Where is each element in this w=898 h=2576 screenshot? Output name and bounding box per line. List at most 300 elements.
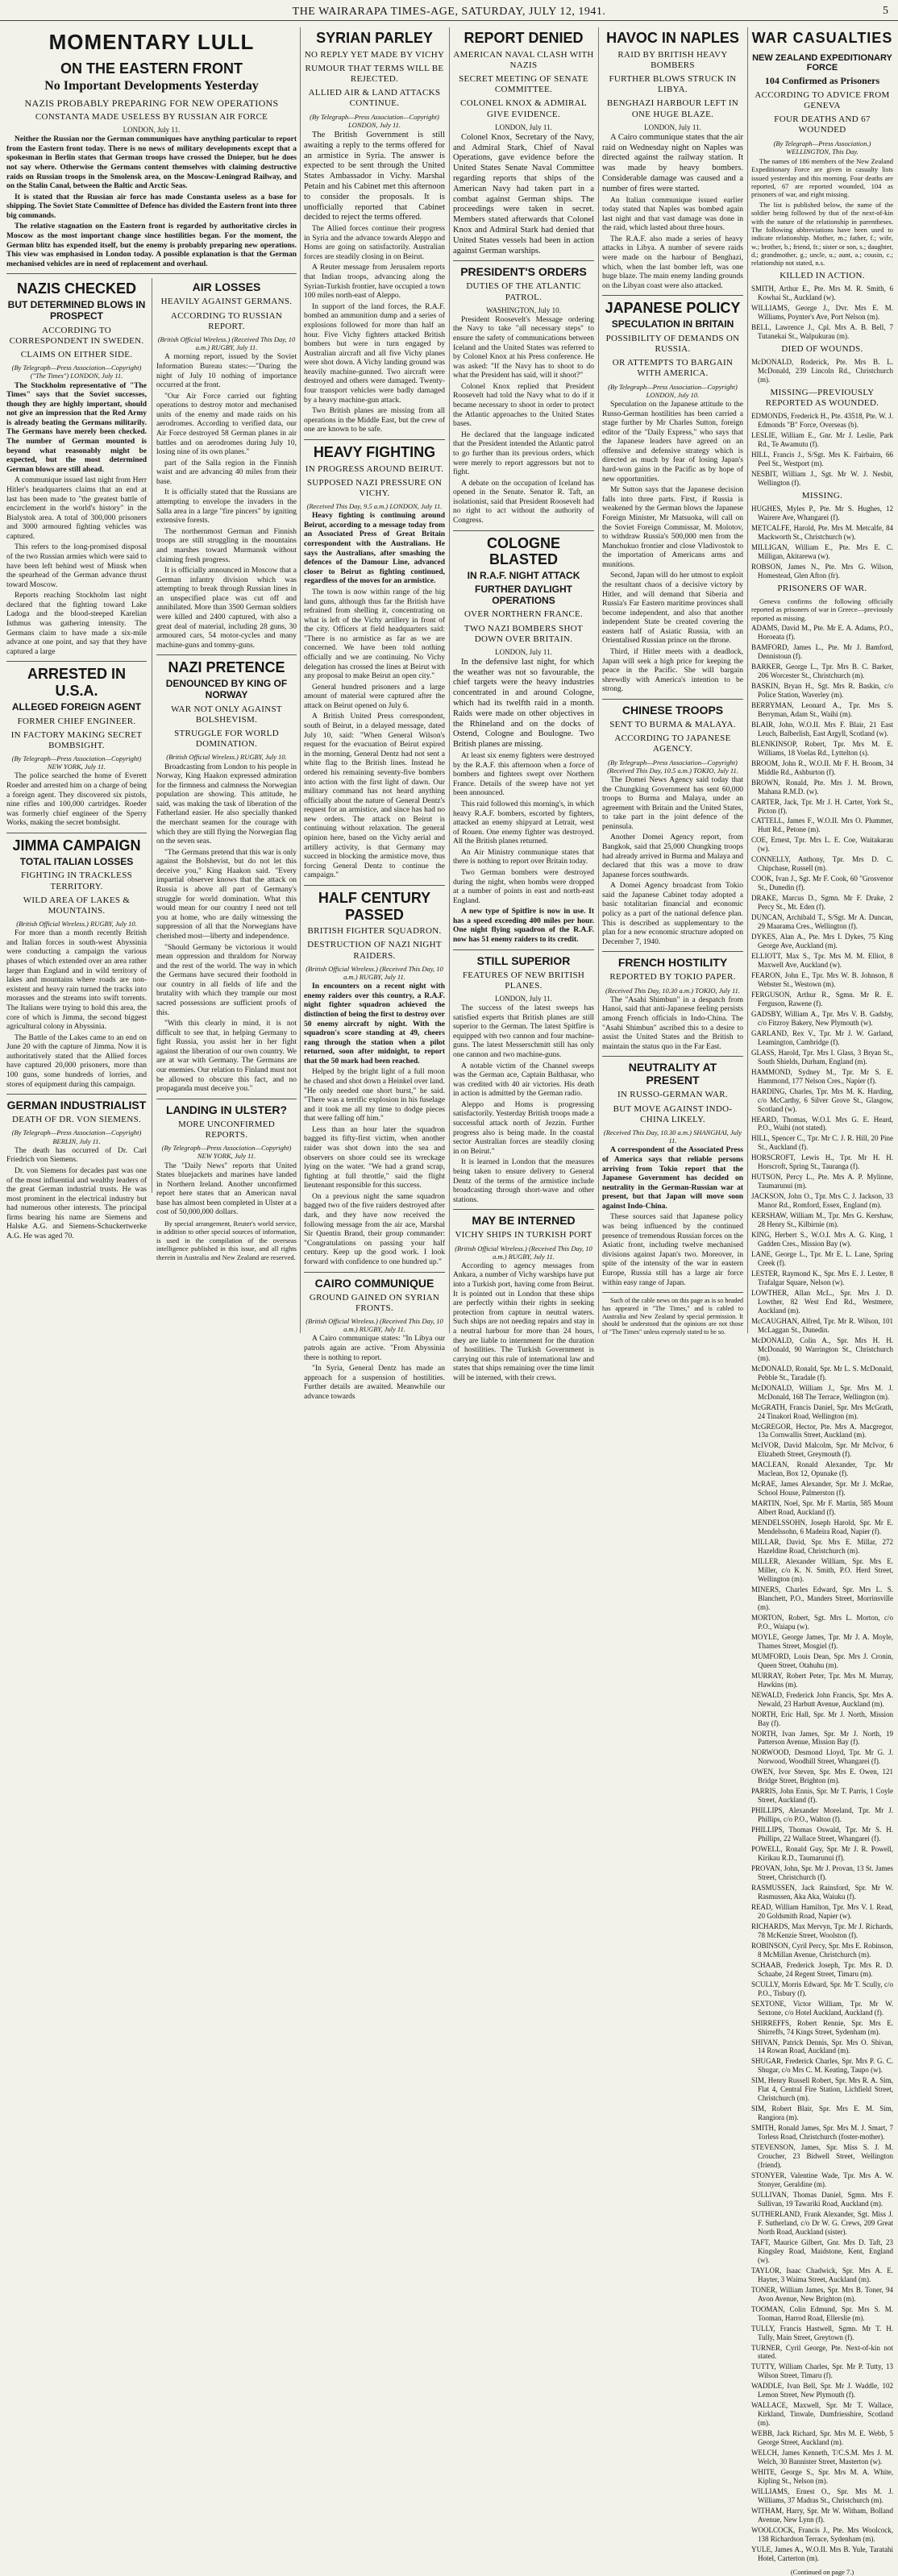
headline-nazi-pretence: NAZI PRETENCE <box>168 659 285 676</box>
casualty-entry: SULLIVAN, Thomas Daniel, Sgmn. Mrs F. Sullivan, 19 Tawariki Road, Auckland (m). <box>751 2191 893 2208</box>
article-paragraph: This raid followed this morning's, in which heavy R.A.F. bombers, escorted by fighters, attacked an enemy shipyard at Letrait, west of Rouen. One enemy fighter was destroyed. All the British planes returned. <box>453 800 594 846</box>
article-paragraph: A Cairo communique states that the air raid on Wednesday night on Naples was directed against the railway station. It was made by heavy bombers. Considerable damage was caused and a number of fires were started. <box>602 132 743 193</box>
subhead: SPECULATION IN BRITAIN <box>611 318 734 330</box>
headline-war-casualties: WAR CASUALTIES <box>751 30 893 46</box>
casualty-entry: NORTH, Ivan James, Spr. Mr J. North, 19 Patterson Avenue, Mission Bay (f). <box>751 1729 893 1747</box>
subhead: IN FACTORY MAKING SECRET BOMBSIGHT. <box>10 729 143 750</box>
subhead: COLONEL KNOX & ADMIRAL GIVE EVIDENCE. <box>460 98 587 119</box>
casualty-entry: HILL, Spencer C., Tpr. Mr C. J. R. Hill, 20 Pine St., Auckland (f). <box>751 1134 893 1152</box>
casualty-entry: TULLY, Francis Hastwell, Sgmn. Mr T. H. Tully, Main Street, Greytown (f). <box>751 2324 893 2341</box>
killed-list <box>751 285 893 341</box>
casualty-entry: WADDLE, Ivan Bell, Spr. Mr J. Waddle, 102 Lemon Street, New Plymouth (f). <box>751 2382 893 2399</box>
casualty-entry: MUMFORD, Louis Dean, Spr. Mrs J. Cronin, Queen Street, Otahuhu (m). <box>751 1652 893 1669</box>
pow-list-continued <box>751 1460 893 2562</box>
column-1 <box>6 27 297 1337</box>
headline-momentary-lull: MOMENTARY LULL <box>48 30 255 54</box>
article-paragraph: For more than a month recently British and Italian forces in south-west Abyssinia were conducting a campaign the various phases of which extended over an area rather larger than England and in wild territory of lakes and mountains where roads are non-existent and heavy rain turned the tracks into morasses and the streams into swift torrents. The Italians were trying to hold this area, the core of which is Jimma, the second biggest agricultural colony in Abyssinia. <box>6 929 147 1032</box>
subhead: HEAVILY AGAINST GERMANS. <box>160 297 293 307</box>
casualty-entry: MOYLE, George James, Tpr. Mr J. A. Moyle, Thames Street, Mosgiel (f). <box>751 1632 893 1650</box>
article-paragraph: According to agency messages from Ankara, a number of Vichy warships have put into a Turkish port, having come from Beirut. It is pointed out in London that these ships are perfectly within their rights in seeking protection from capture in neutral waters. Such ships are not needing repairs and stay in a neutral harbour for more than 24 hours, they are liable to internment for the duration of hostilities. The Turkish Government is carrying out this rule of international law and states that ships remaining over the time limit will be interned, with their crews. <box>453 1261 594 1382</box>
wire-credit: (By Telegraph—Press Association.) WELLINGTON, This Day. <box>773 139 871 156</box>
section-missing: MISSING. <box>801 490 843 501</box>
casualty-entry: DUNCAN, Archibald T., S/Sgt. Mr A. Duncan, 29 Maarama Cres., Wellington (f). <box>751 913 893 931</box>
missing-list <box>751 505 893 580</box>
article-paragraph: Second, Japan will do her utmost to exploit the resultant chaos of a decisive victory by Hitler, and will demand that Siberia and Russia's Far Eastern maritime provinces shall become independent, and also that another independent State be created covering the eastern half of Asiatic Russia, with an Orientalised Russian prince on the throne. <box>602 571 743 646</box>
casualty-entry: McGRATH, Francis Daniel, Spr. Mrs McGrath, 24 Tinakori Road, Wellington (m). <box>751 1402 893 1420</box>
dateline: LONDON, July 11. <box>495 123 552 131</box>
subhead: ACCORDING TO CORRESPONDENT IN SWEDEN. <box>9 325 144 346</box>
article-paragraph: "With this clearly in mind, it is not difficult to see that, in helping Germany to fight Russia, you assist her in her fight against the liberation of our own country. We are at war with Germany. The Germans are our enemies. Our relation to Finland must not be allowed to obscure this fact, and no propaganda must deceive you." <box>156 1020 297 1094</box>
wire-credit: (British Official Wireless.) (Received This Day, 10 a.m.) RUGBY, July 11. <box>455 1244 592 1261</box>
divider <box>6 1094 147 1095</box>
wire-credit: (By Telegraph—Press Association—Copyright) LONDON, July 10. <box>608 382 738 399</box>
article-paragraph: The Domei News Agency said today that the Chungking Government has sent 60,000 troops to Burma and Malaya, under an agreement with Britain and the United States, to take part in the joint defence of the peninsula. <box>602 775 743 831</box>
subhead: MORE UNCONFIRMED REPORTS. <box>177 1119 275 1141</box>
article-paragraph: A communique issued last night from Herr Hitler's headquarters claims that an end at last has been made to "the greatest battle of encirclement in the world's history" in the Bialystok area. A total of 300,000 prisoners and 3000 armoured fighting vehicles was captured. <box>6 476 147 541</box>
casualty-entry: LOWTHER, Allan McL., Spr. Mrs J. D. Lowther, 82 West End Rd., Westmere, Auckland (m). <box>751 1288 893 1315</box>
wire-credit: (Received This Day, 10.30 a.m.) TOKIO, July 11. <box>605 986 741 995</box>
subhead-constanta: CONSTANTA MADE USELESS BY RUSSIAN AIR FORCE <box>35 112 268 123</box>
article-paragraph: The list is published below, the name of the soldier being followed by that of the next-of-kin with the nature of the relationship in parentheses. The following abbreviations have been used to indicate relationship. Mother, m.; father, f.; wife, w.; brother, b.; friend, fr.; sister or son, s.; daughter, d.; grandmother, g.; uncle, u.; aunt, a.; cousin, c.; relationship not stated, n.s. <box>751 200 893 268</box>
casualty-entry: BAMFORD, James L., Pte. Mr J. Bamford, Dennistoun (f). <box>751 643 893 660</box>
times-notice: Such of the cable news on this page as is so headed has appeared in "The Times," and is cabled to Australia and New Zealand by special permission. It should be understood that the opinions are not those of "The Times" unless expressly stated to be so. <box>602 1297 743 1336</box>
continued-note: (Continued on page 7.) <box>790 2567 854 2576</box>
article-paragraph: Less than an hour later the squadron bagged its fifty-first victim, when another raider was shot down into the sea and observers on shore could see its wreckage lying on the water. "We had a grand scrap, fighting at full throttle," said the flight lieutenant responsible for this success. <box>304 1125 445 1190</box>
article-paragraph: The relative stagnation on the Eastern front is regarded by authoritative circles in Moscow as the most important change since hostilities began. For the moment, the German blitz has expended itself, but the enemy is probably preparing new operations. This view was emphasised in London today. A possible explanation is that the German mechanised vehicles are in need of replacement and overhaul. <box>6 222 297 268</box>
page-number: 5 <box>883 5 888 17</box>
casualty-entry: McDONALD, William J., Spr. Mrs M. J. McDonald, 168 The Terrace, Wellington (m). <box>751 1383 893 1401</box>
casualty-entry: GARLAND, Rex V., Tpr. Mr J. W. Garland, Leamington, Cambridge (f). <box>751 1028 893 1046</box>
wire-credit: (By Telegraph—Press Association—Copyright) LONDON, July 11. <box>310 112 439 129</box>
headline-presidents-orders: PRESIDENT'S ORDERS <box>460 265 587 279</box>
divider <box>602 951 743 952</box>
casualty-entry: CONNELLY, Anthony, Tpr. Mrs D. C. Chipchase, Russell (m). <box>751 855 893 873</box>
article-paragraph: The success of the latest sweeps has satisfied experts that British planes are still superior to the German. The latest Spitfire is equipped with two cannon and four machine-guns. The latest Messerschmitt still has only one cannon and two machine-guns. <box>453 1004 594 1059</box>
divider <box>453 1209 594 1210</box>
casualty-entry: ELLIOTT, Max S., Tpr. Mrs M. M. Elliot, 8 Maxwell Ave, Auckland (w). <box>751 952 893 969</box>
casualty-entry: WALLACE, Maxwell, Spr. Mr T. Wallace, Kirkland, Tinwale, Dumfriesshire, Scotland (m). <box>751 2401 893 2428</box>
casualty-entry: SIM, Henry Russell Robert, Spr. Mrs R. A. Sim, Flat 4, Central Fire Station, Lichfield Street, Christchurch (m). <box>751 2076 893 2103</box>
article-paragraph: Helped by the bright light of a full moon he chased and shot down a Heinkel over land. "He only needed one short burst," he said. "There was a terrific explosion in his fuselage and it took me all my time to dodge pieces that were falling off him." <box>304 1068 445 1124</box>
casualty-entry: EDMONDS, Frederick H., Pte. 43518, Pte. W. J. Edmonds "B" Force, Overseas (b). <box>751 412 893 430</box>
article-paragraph: A British United Press correspondent, south of Beirut, in a delayed message, dated July 10, said: "When General Wilson's request for the evacuation of Beirut expired in the morning, General Dentz had not sent a white flag to the British lines. Instead he ordered his remaining seventy-five bombers into action with the first light of dawn. Our military command has not heard anything officially about the nature of General Dentz's request for an armistice, and since has had no new orders. The attack on Beirut is continuing without relaxation. The general opinion here, based on the Vichy aerial and artillery activity, is that Germany may succeed in blocking the armistice move, thus forcing General Dentz to continue the campaign." <box>304 713 445 880</box>
subhead: WAR NOT ONLY AGAINST BOLSHEVISM. <box>171 704 282 725</box>
divider <box>304 1272 445 1273</box>
article-paragraph: Aleppo and Homs is progressing satisfactorily. Yesterday British troops made a successful attack north of Jezzin. Further progress also is being made. In the coastal sector Australian forces are steadily closing in on Beirut." <box>453 1100 594 1156</box>
subhead: CLAIMS ON EITHER SIDE. <box>20 350 133 359</box>
casualty-entry: BROWN, Ronald, Pte. Mrs J. M. Brown, Mahana R.M.D. (w). <box>751 778 893 796</box>
missing-wounded-list <box>751 412 893 488</box>
casualty-entry: FERGUSON, Arthur R., Sgmn. Mr R. E. Ferguson, Rawene (f). <box>751 990 893 1008</box>
casualty-entry: TOOMAN, Colin Edmund, Spr. Mrs S. M. Tooman, Harrod Road, Ellerslie (m). <box>751 2304 893 2322</box>
headline-report-denied: REPORT DENIED <box>464 30 584 46</box>
wire-credit: (British Official Wireless.) (Received This Day, 10 a.m.) RUGBY, July 11. <box>306 1317 443 1334</box>
casualty-entry: JACKSON, John O., Tpr. Mrs C. J. Jackson, 33 Manor Rd., Romford, Essex, England (m). <box>751 1192 893 1210</box>
article-paragraph: The "Asahi Shimbun" in a despatch from Hanoi, said that anti-Japanese feeling persists among French officials in Indo-China. The "Asahi Shimbun" ascribed this to a desire to assist the United States and the British to maintain the status quo in the Far East. <box>602 995 743 1051</box>
article-paragraph: A Reuter message from Jerusalem reports that Indian troops, advancing along the Syrian-Turkish frontier, have occupied a town 100 miles north-east of Aleppo. <box>304 264 445 301</box>
casualty-entry: HEARD, Thomas, W.O.I. Mrs G. E. Heard, P.O., Waihi (not stated). <box>751 1115 893 1132</box>
pow-list <box>751 624 893 1459</box>
casualty-entry: ROBINSON, Cyril Percy, Spr. Mrs E. Robinson, 8 McMillan Avenue, Christchurch (m). <box>751 1941 893 1959</box>
casualty-entry: COOK, Ivan J., Sgt. Mr F. Cook, 60 "Grosvenor St., Dunedin (f). <box>751 875 893 892</box>
article-paragraph: General hundred prisoners and a large amount of material were captured after the attack on Beirut opened on July 6. <box>304 683 445 710</box>
article-paragraph: Third, if Hitler meets with a deadlock, Japan will seek a high price for keeping the peace in the Pacific. She will bargain shrewdly with America's intention to be strong. <box>602 648 743 694</box>
casualty-entry: MORTON, Robert, Sgt. Mrs L. Morton, c/o P.O., Waiapu (w). <box>751 1613 893 1631</box>
subhead: WILD AREA OF LAKES & MOUNTAINS. <box>23 895 131 916</box>
divider <box>453 260 594 261</box>
divider <box>602 1056 743 1057</box>
casualty-entry: CATTELL, James F., W.O.II. Mrs O. Plummer, Hutt Rd., Petone (m). <box>751 816 893 834</box>
subhead: OVER NORTHERN FRANCE. <box>464 609 584 620</box>
subhead: RUMOUR THAT TERMS WILL BE REJECTED. <box>305 63 444 85</box>
subhead-geneva: ACCORDING TO ADVICE FROM GENEVA <box>755 89 890 111</box>
headline-chinese-troops: CHINESE TROOPS <box>622 703 724 717</box>
casualty-entry: HORSCROFT, Lewis H., Tpr. Mr H. H. Horscroft, Spring St., Tauranga (f). <box>751 1153 893 1171</box>
headline-cologne-blasted: COLOGNE BLASTED <box>486 534 560 568</box>
casualty-entry: KING, Herbert S., W.O.I. Mrs A. G. King, 1 Gadden Cres., Mission Bay (w). <box>751 1231 893 1249</box>
casualty-entry: BARKER, George L., Tpr. Mrs B. C. Barker, 206 Worcester St., Christchurch (m). <box>751 662 893 679</box>
casualty-entry: HILL, Francis J., S/Sgt. Mrs K. Fairbairn, 66 Peel St., Westport (m). <box>751 451 893 467</box>
article-paragraph: These sources said that Japanese policy was being influenced by the continued presence of tremendous Russian forces on the Asiatic front, including twelve mechanised divisions against Japan's two. Moreover, in spite of the intensity of the war in eastern Europe, Russia still has a large air force within easy range of Japan. <box>602 1213 743 1287</box>
casualty-entry: WELCH, James Kenneth, T/C.S.M. Mrs J. M. Welch, 30 Bannister Street, Masterton (w). <box>751 2449 893 2466</box>
article-paragraph: The northernmost German and Finnish troops are still struggling in the mountains and marshes toward Murmansk without claiming fresh progress. <box>156 527 297 564</box>
casualty-entry: SCHAAB, Frederick Joseph, Tpr. Mrs R. D. Schaabe, 24 Regent Street, Timaru (m). <box>751 1960 893 1978</box>
casualty-entry: OWEN, Ivor Steven, Spr. Mrs E. Owen, 121 Bridge Street, Brighton (m). <box>751 1768 893 1785</box>
headline-heavy-fighting: HEAVY FIGHTING <box>313 443 436 460</box>
subhead: VICHY SHIPS IN TURKISH PORT <box>455 1230 592 1240</box>
article-paragraph: Another Domei Agency report, from Bangkok, said that 25,000 Chungking troops had already arrived in Burma and Malaya and declared that this was a move to draw Japanese forces southwards. <box>602 833 743 879</box>
subhead-nzef: NEW ZEALAND EXPEDITIONARY FORCE <box>752 52 892 73</box>
casualty-entry: WEBB, Jack Richard, Spr. Mrs M. E. Webb, 5 George Street, Auckland (m). <box>751 2429 893 2447</box>
casualty-entry: SHIVAN, Patrick Dennis, Spr. Mrs O. Shivan, 14 Rowan Road, Auckland (m). <box>751 2038 893 2055</box>
article-paragraph: The Allied forces continue their progress in Syria and the advance towards Aleppo and Homs are going on satisfactorily. Australian forces are steadily closing in on Beirut. <box>304 225 445 261</box>
article-paragraph: This refers to the long-promised disposal of the two Russian armies which were said to have been left behind west of Minsk when the spearhead of the German advance thrust toward Moscow. <box>6 543 147 589</box>
headline-french-hostility: FRENCH HOSTILITY <box>617 956 728 970</box>
subhead: SENT TO BURMA & MALAYA. <box>609 720 736 729</box>
article-paragraph: In encounters on a recent night with enemy raiders over this country, a R.A.F. night fighter squadron achieved the distinction of being the first to destroy over 50 enemy aircraft by night. With the squadron's score standing at 49, cheers rang through the station when a pilot returned, soon after midnight, to report that the 50 mark had been reached. <box>304 983 445 1066</box>
casualty-entry: SHUGAR, Frederick Charles, Spr. Mrs P. G. C. Shugar, c/o Mrs C. M. Keating, Taupo (w). <box>751 2057 893 2075</box>
subhead-deaths: FOUR DEATHS AND 67 WOUNDED <box>774 114 871 135</box>
casualty-entry: MURRAY, Robert Peter, Tpr. Mrs M. Murray, Hawkins (m). <box>751 1671 893 1689</box>
column-rule <box>300 27 301 1333</box>
casualty-entry: MILLER, Alexander William, Spr. Mrs E. Miller, c/o K. N. Smith, P.O. Herd Street, Wellington (m). <box>751 1557 893 1583</box>
casualty-entry: MACLEAN, Ronald Alexander, Tpr. Mr Maclean, Box 12, Opunake (f). <box>751 1460 893 1478</box>
casualty-entry: NORTH, Eric Hall, Spr. Mr J. North, Mission Bay (f). <box>751 1710 893 1727</box>
casualty-entry: WILLIAMS, George J., Dvr. Mrs E. M. Williams, Poynter's Ave, Port Nelson (m). <box>751 303 893 321</box>
divider <box>453 949 594 950</box>
article-paragraph: President Roosevelt's Message ordering the Navy to take "all necessary steps" to ensure the safety of communications between Iceland and the United States was referred to by Colonel Knox at his Press conference. He was asked: "If the Navy has to shoot to do what the President has said, will it shoot?" <box>453 315 594 380</box>
casualty-entry: McDONALD, Roderick, Pte. Mrs B. L. McDonald, 239 Lincoln Rd., Christchurch (m). <box>751 357 893 384</box>
article-paragraph: An Air Ministry communique states that there is nothing to report over Britain today. <box>453 848 594 866</box>
subhead: GROUND GAINED ON SYRIAN FRONTS. <box>309 1292 440 1313</box>
subhead: POSSIBILITY OF DEMANDS ON RUSSIA. <box>605 333 740 355</box>
article-paragraph: Dr. von Siemens for decades past was one of the most influential and wealthy leaders of the great German industrial trusts. He was most prominent in the electrical industry but had numerous other interests. The principal firms bearing his name are Siemens and Halske A.G. and Siemens-Schuckertwerke A.G. He was aged 70. <box>6 1166 147 1241</box>
subhead: BENGHAZI HARBOUR LEFT IN ONE HUGE BLAZE. <box>606 98 739 119</box>
casualty-entry: DYKES, Alan A., Pte. Mrs I. Dykes, 75 King George Ave, Auckland (m). <box>751 933 893 950</box>
subhead: FIGHTING IN TRACKLESS TERRITORY. <box>20 870 133 891</box>
casualty-entry: KERSHAW, William M., Tpr. Mrs G. Kershaw, 28 Henry St., Kilbirnie (m). <box>751 1211 893 1229</box>
casualty-entry: PHILLIPS, Alexander Moreland, Tpr. Mr J. Phillips, c/o P.O., Walton (f). <box>751 1806 893 1824</box>
article-paragraph: A Cairo communique states: "In Libya our patrols again are active. "From Abyssinia there is nothing to report. <box>304 1335 445 1362</box>
casualty-entry: NESBIT, William J., Sgt. Mr W. J. Nesbit, Wellington (f). <box>751 469 893 487</box>
subhead-nazis-preparing: NAZIS PROBABLY PREPARING FOR NEW OPERATIONS <box>24 97 279 109</box>
casualty-entry: SMITH, Arthur E., Pte. Mrs M. R. Smith, 6 Kowhai St., Auckland (w). <box>751 284 893 301</box>
subhead: SUPPOSED NAZI PRESSURE ON VICHY. <box>306 477 443 498</box>
casualty-entry: READ, William Hamilton, Tpr. Mrs V. I. Read, 20 Goldsmith Road, Napier (w). <box>751 1902 893 1920</box>
subhead: BUT DETERMINED BLOWS IN PROSPECT <box>7 299 146 322</box>
casualty-entry: BLAIR, John, W.O.II. Mrs F. Blair, 21 East Leuch, Balberlish, East Argyll, Scotland (w). <box>751 720 893 737</box>
casualty-entry: SHIRREFFS, Robert Rennie, Spr. Mrs E. Shirreffs, 74 Kings Street, Sydenham (m). <box>751 2018 893 2036</box>
casualty-entry: TAYLOR, Isaac Chadwick, Spr. Mrs A. E. Hayter, 3 Waima Street, Auckland (m). <box>751 2266 893 2283</box>
subhead: DEATH OF DR. VON SIEMENS. <box>11 1115 142 1125</box>
casualty-entry: BASKIN, Bryan H., Sgt. Mrs R. Baskin, c/o Police Station, Waverley (m). <box>751 681 893 699</box>
article-paragraph: Colonel Knox, Secretary of the Navy, and Admiral Stark, Chief of Naval Operations, gave evidence before the United States Senate Naval Committee regarding reports that ships of the American Navy had taken part in a combat against German ships. The proceedings were taken in secret. Members stated afterwards that Colonel Knox and Admiral Stark had denied that United States vessels had been in action against German warships. <box>453 132 594 256</box>
subhead: ALLEGED FOREIGN AGENT <box>11 700 142 713</box>
article-paragraph: It is officially announced in Moscow that a German infantry division which was attempting to break through Russian lines in an unspecified place was cut off and annihilated. More than 3500 German soldiers were killed and 2400 captured, with also a great deal of material, including 28 guns, 30 armoured cars, 54 motor-cycles and many machine-guns and tommy-guns. <box>156 567 297 650</box>
headline-half-century: HALF CENTURY PASSED <box>318 889 431 923</box>
article-paragraph: The British Government is still awaiting a reply to the terms offered for an armistice in Syria. The answer is expected to be sent through the United States Ambassador in Vichy. Marshal Petain and his Cabinet met this afternoon to consider the proposals. It is unofficially reported that Cabinet decided to reject the terms offered. <box>304 131 445 222</box>
article-paragraph: It is stated that the Russian air force has made Constanta useless as a base for shipping. The Soviet State Committee of Defence has divided the Eastern front into three big commands. <box>6 193 297 220</box>
casualty-entry: SCULLY, Morris Edward, Spr. Mr T. Scully, c/o P.O., Tisbury (f). <box>751 1980 893 1997</box>
article-paragraph: "The Germans pretend that this war is only against the Bolshevist, but do not let this deceive you," King Haakon said. "Every impartial observer knows that the attack on Russia is above all part of Germany's struggle for world domination. What this would mean for our country I need not tell you at home, who are daily witnessing the suppression of all that the Norwegians have cherished most—liberty and independence. <box>156 848 297 941</box>
section-pow: PRISONERS OF WAR. <box>777 583 867 593</box>
col1-sub-right <box>156 278 297 1261</box>
article-paragraph: A notable victim of the Channel sweeps was the German ace, Captain Balthasar, who was credited with 40 air victories. His death in action is admitted by the German radio. <box>453 1062 594 1099</box>
subhead-no-developments: No Important Developments Yesterday <box>44 79 259 93</box>
col1-sub-left <box>6 278 147 1241</box>
dateline: LONDON, July 11. <box>123 126 181 135</box>
wire-credit: (British Official Wireless.) (Received This Day, 10 a.m.) RUGBY, July 11. <box>306 964 443 981</box>
subhead: DUTIES OF THE ATLANTIC PATROL. <box>466 281 581 302</box>
article-paragraph: The town is now within range of the big land guns, although thus far the British have refrained from shelling it, concentrating on what is left of the Vichy artillery in front of the city. Officers at field headquarters said: "There is no armistice as far as we are concerned. We have been told nothing officially and we are continuing. No Vichy delegation has crossed the lines at Beirut with any proposal to make Beirut an open city." <box>304 588 445 681</box>
article-paragraph: Mr Sutton says that the Japanese decision falls into three parts. First, if Russia is weakened by the German blows the Japanese Foreign Minister, Mr Matsuoka, will call on the Soviet Foreign Commissar, M. Molotov, to withdraw Russia's 500,000 men from the Manchukuo frontier and close Vladivostok to the importation of Americans arms and munitions. <box>602 486 743 569</box>
article-paragraph: A morning report, issued by the Soviet Information Bureau states:—"During the night of July 10 nothing of importance occurred at the front. <box>156 353 297 390</box>
article-paragraph: It is officially stated that the Russians are attempting to envelope the invaders in the Salla area in a large "fire pincers" by igniting extensive forests. <box>156 488 297 526</box>
headline-japanese-policy: JAPANESE POLICY <box>605 300 741 317</box>
casualty-entry: McRAE, James Alexander, Spr. Mr J. McRae, School House, Palmerston (f). <box>751 1480 893 1498</box>
subhead: STRUGGLE FOR WORLD DOMINATION. <box>174 728 279 750</box>
casualty-entry: LESLIE, William E., Gnr. Mr J. Leslie, Park Rd., Te Awamutu (f). <box>751 431 893 449</box>
casualty-entry: HARDING, Charles, Tpr. Mrs M. K. Harding, c/o McCarthy, 6 Silver Grove St., Glasgow, Scotland (w). <box>751 1086 893 1113</box>
headline-syrian-parley: SYRIAN PARLEY <box>316 30 433 46</box>
column-rule <box>747 27 748 1333</box>
casualty-entry: MENDELSSOHN, Joseph Harold, Spr. Mr E. Mendelssohn, 6 Madeira Road, Napier (f). <box>751 1519 893 1536</box>
subhead: RAID BY BRITISH HEAVY BOMBERS <box>617 49 728 70</box>
article-paragraph: The names of 186 members of the New Zealand Expeditionary Force are given in casualty lists issued yesterday and this morning. Four deaths are reported, 67 are reported wounded, 104 as prisoners of war, and eight missing. <box>751 157 893 199</box>
subhead: AMERICAN NAVAL CLASH WITH NAZIS <box>453 49 594 70</box>
subhead: FURTHER BLOWS STRUCK IN LIBYA. <box>609 74 737 95</box>
wire-credit: (Received This Day, 10.30 a.m.) SHANGHAI, July 11. <box>603 1128 742 1145</box>
wire-credit: (By Telegraph—Press Association—Copyright) ("The Times") LONDON, July 11. <box>11 364 142 380</box>
article-paragraph: The "Daily News" reports that United States bluejackets and marines have landed in Northern Ireland. Another unconfirmed report here states that an American naval base has almost been completed in Ulster at a cost of 50,000,000 dollars. <box>156 1161 297 1217</box>
casualty-entry: McGREGOR, Hector, Pte. Mrs A. Macgregor, 13a Cornwallis Street, Auckland (m). <box>751 1422 893 1440</box>
article-paragraph: "In Syria, General Dentz has made an approach for a suspension of hostilities. Further details are awaited. Meanwhile our advance towards <box>304 1365 445 1401</box>
casualty-entry: STONYER, Valentine Wade, Tpr. Mrs A. W. Stonyer, Geraldine (m). <box>751 2171 893 2189</box>
wire-credit: (By Telegraph—Press Association—Copyright) NEW YORK, July 11. <box>161 1144 292 1161</box>
casualty-entry: PARRIS, John Ennis, Spr. Mr T. Parris, 1 Coyle Street, Auckland (f). <box>751 1787 893 1805</box>
dateline: LONDON, July 11. <box>644 123 701 131</box>
headline-arrested: ARRESTED IN U.S.A. <box>27 666 126 700</box>
casualty-entry: SMITH, Ronald James, Spr. Mrs M. J. Smart, 7 Torless Road, Christchurch (foster-mother). <box>751 2124 893 2142</box>
casualty-entry: McCAUGHAN, Alfred, Tpr. Mr R. Wilson, 101 McLaggan St., Dunedin. <box>751 1316 893 1334</box>
article-paragraph: The Stockholm representative of "The Times" says that the Soviet successes, though they are highly important, should not give an impression that the Red Army is already beating the Germans militarily. The Germans have merely been checked. The number of German mounted is beyond what reasonably might be expected, but the most determined German blows are still ahead. <box>6 381 147 474</box>
article-paragraph: Broadcasting from London to his people in Norway, King Haakon expressed admiration for the firmness and calmness the Norwegian population are showing. This attitude, he said, was making the task of liberation of the Fatherland easier. He also specially thanked the merchant seamen for the courage with which they are still flying the Norwegian flag on the seven seas. <box>156 762 297 846</box>
casualty-entry: HUGHES, Myles P., Pte. Mr S. Hughes, 12 Wairere Ave, Whangarei (f). <box>751 505 893 522</box>
article-paragraph: The Battle of the Lakes came to an end on June 20 with the capture of Jimma. Now it is authoritatively stated that the Allied forces have captured 20,000 prisoners, more than 100 guns, some hundreds of lorries, and stores of equipment during this campaign. <box>6 1033 147 1089</box>
war-casualties <box>751 27 893 2576</box>
casualty-entry: STEVENSON, James, Spr. Miss S. J. M. Croucher, 23 Bidwell Street, Wellington (friend). <box>751 2143 893 2170</box>
article-paragraph: part of the Salla region in the Finnish waist and are advancing 40 miles from their base. <box>156 459 297 486</box>
article-paragraph: At least six enemy fighters were destroyed by the R.A.F. this afternoon when a force of bombers and fighters swept over Northern France. Details of the sweep have not yet been announced. <box>453 752 594 798</box>
article-paragraph: "Should Germany be victorious it would mean oppression and thraldom for Norway and the rest of the world. The way in which the Germans have secured their foothold in our country in all fields of life and the brutality with which they trample our most sacred possessions are sufficient proofs of this. <box>156 943 297 1017</box>
subhead: REPORTED BY TOKIO PAPER. <box>609 972 736 983</box>
casualty-entry: WILLIAMS, Ernest O., Spr. Mrs M. J. Williams, 37 Madras St., Christchurch (m). <box>751 2487 893 2504</box>
article-paragraph: In support of the land forces, the R.A.F. bombed an ammunition dump and a series of explosions followed for more than half an hour. Five Vichy fighters attacked British bombers but were in turn engaged by Australian aircraft and all five Vichy planes were shot down. A Vichy landing ground was heavily machine-gunned. Two aircraft were destroyed and others were damaged. Twenty-four transport vehicles were badly damaged by a heavy machine-gun attack. <box>304 302 445 405</box>
divider <box>602 295 743 296</box>
casualty-entry: FEARON, John E., Tpr. Mrs W. B. Johnson, 8 Webster St., Westown (m). <box>751 970 893 988</box>
casualty-entry: RASMUSSEN, Jack Rainsford, Spr. Mr W. Rasmussen, Aka Aka, Waiuku (f). <box>751 1884 893 1901</box>
article-paragraph: It is learned in London that the measures being taken to ensure delivery to General Dentz of the terms of the armistice include broadcasting through short-wave and other stations. <box>453 1158 594 1204</box>
article-paragraph: The R.A.F. also made a series of heavy attacks in Libya. A number of severe raids were made on the harbour of Benghazi, which, when the last bomber left, was one huge blaze. The main enemy landing grounds on the Libyan coast were also attacked. <box>602 235 743 290</box>
casualty-entry: MINERS, Charles Edward, Spr. Mrs L. S. Blanchett, P.O., Manders Street, Morrinsville (m). <box>751 1585 893 1611</box>
wire-credit: (British Official Wireless.) RUGBY, July 10. <box>166 753 287 762</box>
article-paragraph: Neither the Russian nor the German communiques have anything particular to report from the Eastern front today. There is no news of military developments except that a spokesman in Berlin states that German troops have crossed the Dnieper, but he does not say where. Otherwise the Germans content themselves with claiming destructive raids on Russian troops in the Smolensk area, on the Moscow-Leningrad Railway, and on the Stalin Canal, between the Baltic and Arctic Seas. <box>6 135 297 191</box>
wire-credit: (By Telegraph—Press Association—Copyright) BERLIN, July 11. <box>11 1128 142 1145</box>
article-paragraph: A debate on the occupation of Iceland has opened in the Senate. Senator R. Taft, an isolationist, said that President Roosevelt had no right to act without the authority of Congress. <box>453 479 594 525</box>
subhead: TWO NAZI BOMBERS SHOT DOWN OVER BRITAIN. <box>464 623 584 644</box>
casualty-entry: POWELL, Ronald Guy, Spr. Mr J. R. Powell, Kirikau R.D., Taumarunui (f). <box>751 1845 893 1863</box>
subhead: DESTRUCTION OF NAZI NIGHT RAIDERS. <box>307 940 442 961</box>
wire-credit: (Received This Day, 9.5 a.m.) LONDON, July 11. <box>306 502 443 511</box>
divider <box>453 530 594 531</box>
article-paragraph: A Domei Agency broadcast from Tokio said the Japanese Cabinet today adopted a basic totalitarian financial and economic policy as a part of the national defence plan. This is described as supplementary to the plan for a new economic structure adopted on December 7, 1940. <box>602 882 743 946</box>
casualty-entry: SUTHERLAND, Frank Alexander, Sgt. Miss J. F. Sutherland, c/o Dr W. G. Crews, 209 Great North Road, Auckland (sister). <box>751 2209 893 2236</box>
died-list <box>751 358 893 384</box>
article-paragraph: A correspondent of the Associated Press of America says that reliable persons arriving from Tokio report that the Japanese Government has decided on neutrality in the German-Russian war at present, but that Japan will move soon against Indo-China. <box>602 1146 743 1211</box>
casualty-entry: LANE, George L., Tpr. Mr E. L. Lane, Spring Creek (f). <box>751 1250 893 1268</box>
casualty-entry: GADSBY, William A., Tpr. Mrs V. B. Gadsby, c/o Fitzroy Bakery, New Plymouth (w). <box>751 1009 893 1027</box>
subhead: IN RUSSO-GERMAN WAR. <box>617 1090 728 1100</box>
article-paragraph: Heavy fighting is continuing around Beirut, according to a message today from an Associated Press of Great Britain correspondent with the Australians. He says the Australians, after smashing the defences of the Damour Line, advanced closer to Beirut as fighting continued, regardless of the moves for an armistice. <box>304 512 445 586</box>
masthead <box>0 0 898 21</box>
casualty-entry: DRAKE, Marcus D., Sgmn. Mr F. Drake, 2 Percy St., Mt. Eden (f). <box>751 894 893 912</box>
headline-german-industrialist: GERMAN INDUSTRIALIST <box>6 1099 147 1112</box>
casualty-entry: RICHARDS, Max Mervyn, Tpr. Mr J. Richards, 78 McKenzie Street, Woolston (f). <box>751 1922 893 1939</box>
subhead: BRITISH FIGHTER SQUADRON. <box>307 926 442 937</box>
headline-landing-ulster: LANDING IN ULSTER? <box>165 1103 288 1116</box>
casualty-entry: TURNER, Cyril George, Pte. Next-of-kin not stated. <box>751 2343 893 2361</box>
headline-may-be-interned: MAY BE INTERNED <box>472 1214 576 1228</box>
article-paragraph: On a previous night the same squadron bagged two of the five raiders destroyed after dark, and they have now received the following message from the air ace, Marshal Sir Quentin Brand, their group commander: "Congratulations on passing your half century. Keep up the good work. I look forward with confidence to one hundred up." <box>304 1192 445 1266</box>
article-paragraph: The police searched the home of Everett Roeder and arrested him on a charge of being a foreign agent. They discovered six pistols, nine rifles and 100,000 cartridges. Roeder was formerly chief engineer of the Sperry Works, making the secret bombsight. <box>6 772 147 828</box>
casualty-entry: SIM, Robert Blair, Spr. Mrs E. M. Sim, Rangiora (m). <box>751 2104 893 2122</box>
wire-credit: (By Telegraph—Press Association—Copyright) NEW YORK, July 11. <box>11 754 142 771</box>
subhead: SECRET MEETING OF SENATE COMMITTEE. <box>459 74 588 95</box>
column-4 <box>602 27 743 1337</box>
casualty-entry: TONER, William James, Spr. Mrs B. Toner, 94 Avon Avenue, New Brighton (m). <box>751 2285 893 2303</box>
column-2 <box>304 27 445 1401</box>
casualty-entry: MILLAR, David, Spr. Mrs E. Millar, 272 Hazeldine Road, Christchurch (m). <box>751 1538 893 1556</box>
subhead: IN R.A.F. NIGHT ATTACK <box>467 569 580 581</box>
section-died: DIED OF WOUNDS. <box>781 343 863 354</box>
casualty-entry: ROBSON, James N., Pte. Mrs G. Wilson, Homestead, Glen Afton (fr). <box>751 562 893 580</box>
subhead: ACCORDING TO JAPANESE AGENCY. <box>614 733 731 754</box>
subhead: FEATURES OF NEW BRITISH PLANES. <box>462 970 585 991</box>
article-paragraph: Two German bombers were destroyed during the night, when bombs were dropped at a number of points in east and north-east England. <box>453 869 594 905</box>
dateline: LONDON, July 11. <box>495 995 552 1003</box>
casualty-entry: GLASS, Harold, Tpr. Mrs I. Glass, 3 Bryan St., South Shields, Durham, England (m). <box>751 1048 893 1066</box>
dateline: LONDON, July 11. <box>495 647 552 656</box>
article-paragraph: He declared that the language indicated that the President intended the Atlantic patrol to go further than its previous orders, which were merely to report aggressors but not to fight. <box>453 430 594 477</box>
article-paragraph: A new type of Spitfire is now in use. It has a speed exceeding 400 miles per hour. One night flying squadron of the R.A.F. now has 51 enemy raiders to its credit. <box>453 908 594 945</box>
casualty-entry: WITHAM, Harry, Spr. Mr W. Witham, Bolland Avenue, New Lynn (f). <box>751 2506 893 2524</box>
casualty-entry: WOOLCOCK, Francis J., Pte. Mrs Woolcock, 138 Richardson Terrace, Sydenham (m). <box>751 2525 893 2543</box>
dateline: WASHINGTON, July 10. <box>486 305 561 314</box>
casualty-entry: ADAMS, David M., Pte. Mr E. A. Adams, P.O., Horoeata (f). <box>751 624 893 642</box>
article-paragraph: In the defensive last night, for which the weather was not so favourable, the chief targets were the heavy industries concentrated in and around Cologne, which had its twelfth raid in a month. Raids were made on other objectives in the Rhineland and on the docks of Ostend, Cologne and Boulogne. Two British planes are missing. <box>453 657 594 750</box>
casualty-entry: NEWALD, Frederick John Francis, Spr. Mrs A. Newald, 23 Harbutt Avenue, Auckland (m). <box>751 1690 893 1708</box>
divider <box>304 885 445 886</box>
casualty-entry: HUTSON, Percy L., Pte. Mrs A. P. Mylinne, Taumarunui (m). <box>751 1173 893 1190</box>
casualty-entry: CARTER, Jack, Tpr. Mr J. H. Carter, York St., Picton (f). <box>751 797 893 815</box>
section-killed: KILLED IN ACTION. <box>780 270 865 280</box>
headline-neutrality: NEUTRALITY AT PRESENT <box>628 1061 717 1087</box>
masthead-title: THE WAIRARAPA TIMES-AGE, SATURDAY, JULY 12, 1941. <box>292 6 606 18</box>
article-paragraph: Two British planes are missing from all operations in the Middle East, but the crew of one are known to be safe. <box>304 407 445 434</box>
article-paragraph: "Our Air Force carried out fighting operations to destroy motor and mechanised units of the enemy and made raids on his aerodromes. According to verified data, our Air Force destroyed 58 German planes in air battles and on aerodromes during July 10, losing nine of its own planes." <box>156 392 297 457</box>
casualty-entry: LESTER, Raymond K., Spr. Mrs E. J. Lester, 8 Trafalgar Square, Nelson (w). <box>751 1269 893 1286</box>
headline-still-superior: STILL SUPERIOR <box>476 954 571 967</box>
casualty-entry: McDONALD, Colin A., Spr. Mrs H. H. McDonald, 90 Warrington St., Christchurch (m). <box>751 1336 893 1362</box>
subhead: FURTHER DAYLIGHT OPERATIONS <box>475 583 572 606</box>
wire-credit: (British Official Wireless.) RUGBY, July 10. <box>16 920 137 929</box>
headline-nazis-checked: NAZIS CHECKED <box>16 280 136 297</box>
article-paragraph: By special arrangement, Reuter's world service, in addition to other special sources of information, is used in the compilation of the overseas intelligence published in this issue, and all rights therein in Australia and New Zealand are reserved. <box>156 1219 297 1261</box>
subhead: ACCORDING TO RUSSIAN REPORT. <box>170 310 283 331</box>
divider <box>6 661 147 662</box>
casualty-entry: MARTIN, Noel, Spr. Mr F. Martin, 585 Mount Albert Road, Auckland (f). <box>751 1499 893 1517</box>
casualty-entry: BLENKINSOP, Robert, Tpr. Mrs M. E. Williams, 18 Voelas Rd., Lyttelton (s). <box>751 739 893 757</box>
casualty-entry: MILLIGAN, William E., Pte. Mrs E. C. Milligan, Akitarewa (w). <box>751 542 893 560</box>
casualty-entry: YULE, James A., W.O.II. Mrs B. Yule, Taratahi Hotel, Carterton (m). <box>751 2545 893 2562</box>
subhead-prisoners: 104 Confirmed as Prisoners <box>764 75 880 87</box>
wire-credit: (By Telegraph—Press Association—Copyright) (Received This Day, 10.5 a.m.) TOKIO, July 11. <box>607 758 738 775</box>
column-rule <box>598 27 599 1333</box>
headline-havoc-naples: HAVOC IN NAPLES <box>606 30 739 46</box>
casualty-entry: PHILLIPS, Thomas Oswald, Tpr. Mr S. H. Phillips, 22 Wallace Street, Whangarei (f). <box>751 1826 893 1843</box>
casualty-entry: McDONALD, Ronald, Spr. Mr L. S. McDonald, Pebble St., Taradale (f). <box>751 1364 893 1381</box>
subhead-eastern-front: ON THE EASTERN FRONT <box>60 60 243 77</box>
casualty-entry: NORWOOD, Desmond Lloyd, Tpr. Mr G. J. Norwood, Woodhill Street, Whangarei (f). <box>751 1748 893 1766</box>
subhead: OR ATTEMPTS TO BARGAIN WITH AMERICA. <box>612 358 734 379</box>
casualty-entry: METCALFE, Harold, Pte. Mrs M. Metcalfe, 84 Mackworth St., Christchurch (w). <box>751 524 893 541</box>
subhead: TOTAL ITALIAN LOSSES <box>19 855 134 867</box>
subhead: FORMER CHIEF ENGINEER. <box>17 716 136 726</box>
casualty-entry: BROOM, John R., W.O.II. Mr F. H. Broom, 34 Middle Rd., Ashburton (f). <box>751 758 893 776</box>
subhead: IN PROGRESS AROUND BEIRUT. <box>305 463 444 474</box>
article-paragraph: The death has occurred of Dr. Carl Friedrich von Siemens. <box>6 1146 147 1165</box>
divider <box>602 699 743 700</box>
casualty-entry: TAFT, Maurice Gilbert, Gnr. Mrs D. Taft, 23 Kingsley Road, Maidstone, Kent, England (w). <box>751 2237 893 2264</box>
article-paragraph: An Italian communique issued earlier today stated that Naples was bombed again last night and that vast damage was done in the raid, which lasted about three hours. <box>602 196 743 233</box>
column-3 <box>453 27 594 1382</box>
article-paragraph: Reports reaching Stockholm last night declared that the fighting toward Lake Ladoga and the blood-steeped Karelian Isthmus was gathering intensity. The Germans claim to have made a six-mile advance at one point, and say that they have captured a large <box>6 592 147 656</box>
article-paragraph: Colonel Knox replied that President Roosevelt had told the Navy what to do if it became necessary to shoot in order to protect the Atlantic approaches to the United States bases. <box>453 382 594 429</box>
divider <box>6 273 297 274</box>
divider <box>304 439 445 440</box>
article-paragraph: Speculation on the Japanese attitude to the Russo-German hostilities has been carried a stage further by Mr Charles Sutton, foreign editor of the "Daily Express," who says that the Japanese leaders have agreed on an offensive and defensive strategy which is directed as much by fear of losing Japan's hard-won gains in the Pacific as by hope of new opportunities. <box>602 400 743 484</box>
casualty-entry: WHITE, George S., Spr. Mrs M. A. White, Kipling St., Nelson (m). <box>751 2468 893 2486</box>
